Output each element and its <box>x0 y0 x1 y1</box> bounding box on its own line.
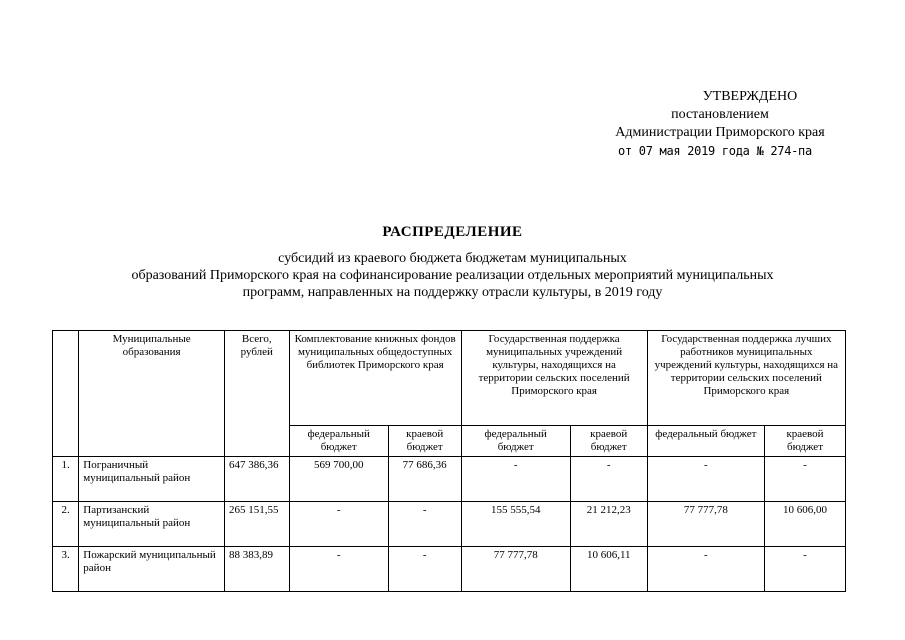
subheader-federal: федеральный бюджет <box>289 426 388 457</box>
institutions-federal: 77 777,78 <box>461 547 570 592</box>
header-number <box>53 331 79 457</box>
subheader-regional: краевой бюджет <box>765 426 846 457</box>
header-municipality: Муниципальные образования <box>79 331 225 457</box>
workers-regional: - <box>765 457 846 502</box>
subheader-regional: краевой бюджет <box>388 426 461 457</box>
row-number: 1. <box>53 457 79 502</box>
total-value: 265 151,55 <box>224 502 289 547</box>
institutions-federal: 155 555,54 <box>461 502 570 547</box>
row-number: 3. <box>53 547 79 592</box>
approval-date-number: от 07 мая 2019 года № 274-па <box>618 144 812 158</box>
subtitle-line-3: программ, направленных на поддержку отрасли культуры, в 2019 году <box>242 285 663 300</box>
header-total: Всего, рублей <box>224 331 289 457</box>
subtitle-line-1: субсидий из краевого бюджета бюджетам муниципальных <box>278 251 627 266</box>
workers-federal: - <box>647 547 764 592</box>
table-row <box>53 547 846 592</box>
workers-federal: 77 777,78 <box>647 502 764 547</box>
subheader-federal: федеральный бюджет <box>647 426 764 457</box>
institutions-federal: - <box>461 457 570 502</box>
row-number: 2. <box>53 502 79 547</box>
book-funds-federal: - <box>289 502 388 547</box>
workers-regional: - <box>765 547 846 592</box>
header-book-funds: Комплектование книжных фондов муниципальных общедоступных библиотек Приморского края <box>289 331 461 426</box>
institutions-regional: 10 606,11 <box>570 547 647 592</box>
municipality-name: Пограничный муниципальный район <box>79 457 225 502</box>
institutions-regional: - <box>570 457 647 502</box>
book-funds-regional: 77 686,36 <box>388 457 461 502</box>
header-institutions-support: Государственная поддержка муниципальных учреждений культуры, находящихся на территории сельских поселений Приморского края <box>461 331 647 426</box>
total-value: 647 386,36 <box>224 457 289 502</box>
book-funds-federal: 569 700,00 <box>289 457 388 502</box>
approval-authority: Администрации Приморского края <box>615 125 825 140</box>
workers-federal: - <box>647 457 764 502</box>
workers-regional: 10 606,00 <box>765 502 846 547</box>
municipality-name: Партизанский муниципальный район <box>79 502 225 547</box>
book-funds-federal: - <box>289 547 388 592</box>
header-row <box>53 331 846 426</box>
municipality-name: Пожарский муниципальный район <box>79 547 225 592</box>
institutions-regional: 21 212,23 <box>570 502 647 547</box>
book-funds-regional: - <box>388 547 461 592</box>
table-row <box>53 502 846 547</box>
table-row <box>53 457 846 502</box>
subsidy-table <box>52 330 846 592</box>
approval-block <box>560 88 880 160</box>
subheader-regional: краевой бюджет <box>570 426 647 457</box>
book-funds-regional: - <box>388 502 461 547</box>
header-workers-support: Государственная поддержка лучших работников муниципальных учреждений культуры, находящихся на территории сельских поселений Приморского края <box>647 331 845 426</box>
approval-decree: постановлением <box>671 107 769 122</box>
document-title: РАСПРЕДЕЛЕНИЕ <box>382 224 523 240</box>
subheader-federal: федеральный бюджет <box>461 426 570 457</box>
approval-heading: УТВЕРЖДЕНО <box>702 89 798 104</box>
document-subtitle <box>60 250 845 301</box>
total-value: 88 383,89 <box>224 547 289 592</box>
subtitle-line-2: образований Приморского края на софинансирование реализации отдельных мероприятий муниципальных <box>131 268 774 283</box>
